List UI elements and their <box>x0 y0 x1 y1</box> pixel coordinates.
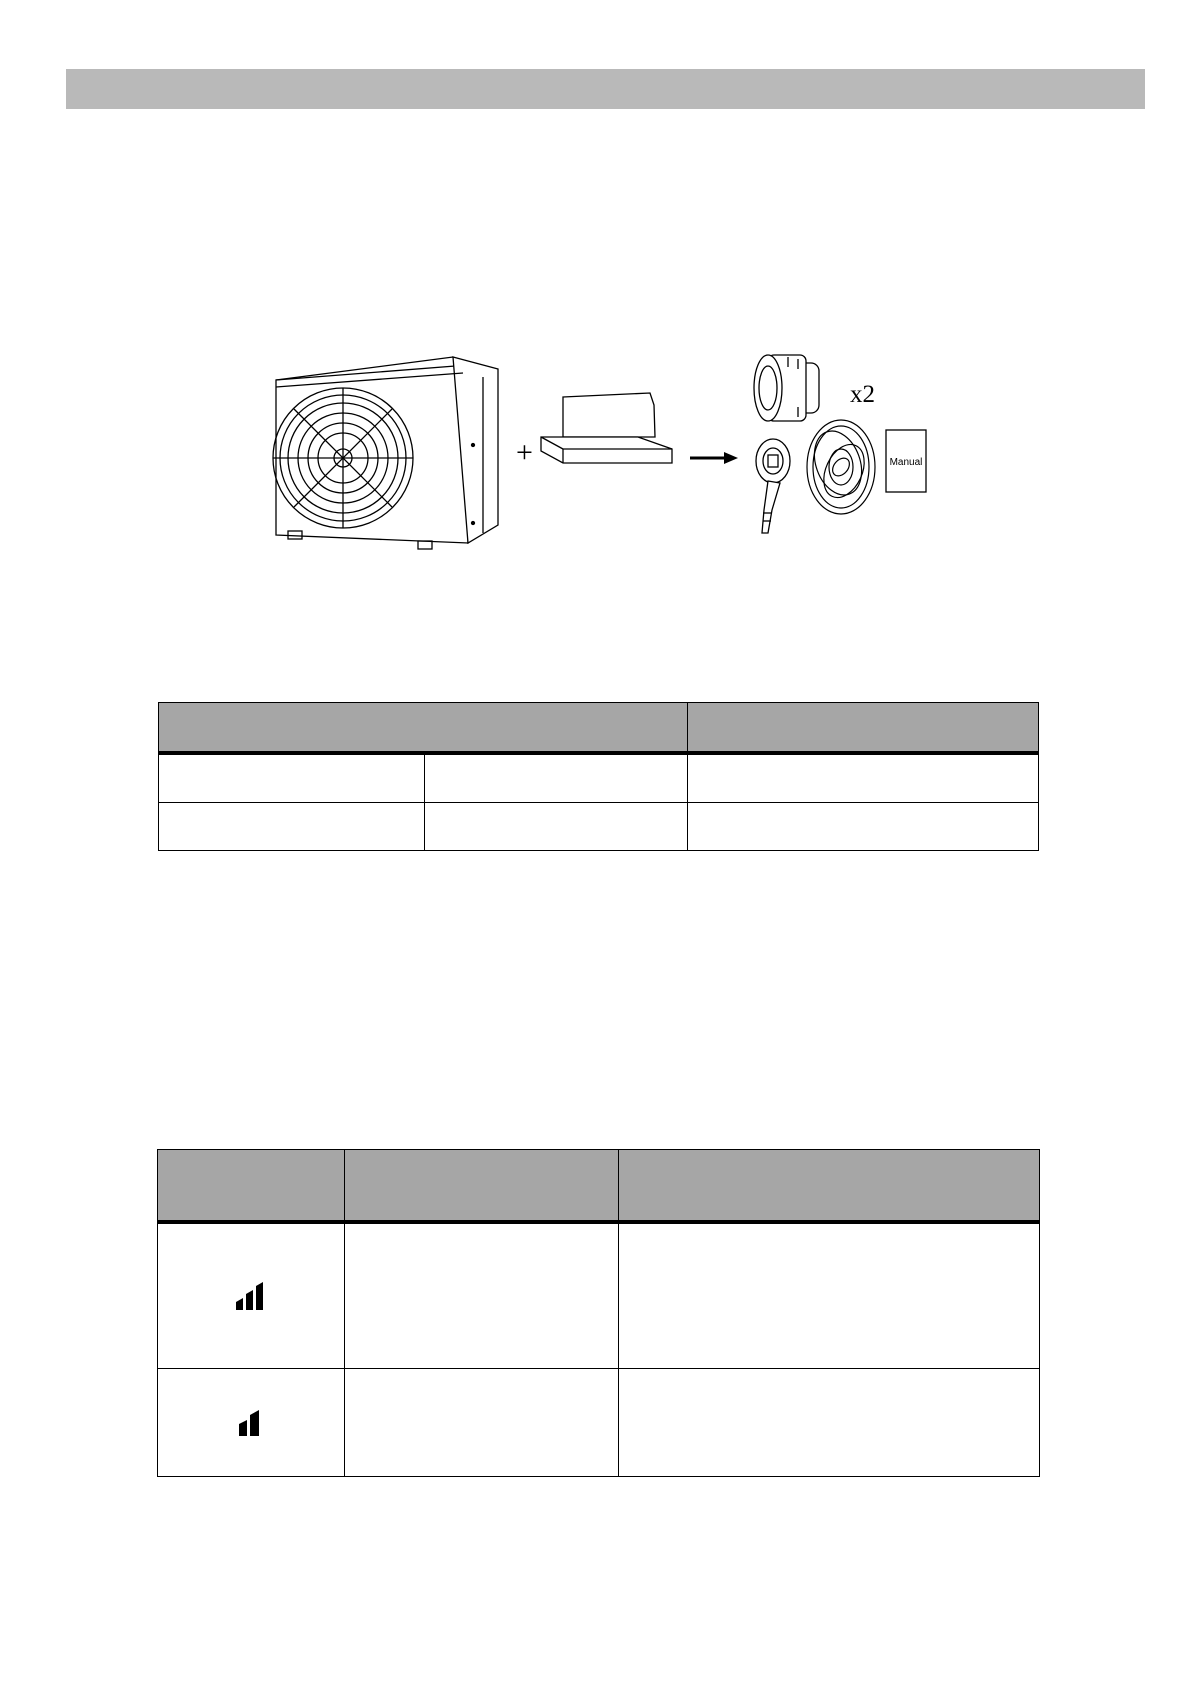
table-row <box>158 1369 1040 1477</box>
table-cell <box>688 803 1039 851</box>
speed-table-header <box>158 1150 1040 1223</box>
table-cell <box>425 803 688 851</box>
package-header-cell <box>159 703 688 754</box>
packaging-box-icon <box>541 393 672 463</box>
header-cell <box>345 1150 619 1223</box>
section-header-bar <box>66 69 1145 109</box>
table-row <box>158 1222 1040 1369</box>
table-cell <box>159 803 425 851</box>
table-cell <box>619 1222 1040 1369</box>
header-cell <box>619 1150 1040 1223</box>
manual-booklet-icon <box>886 430 926 492</box>
header-cell <box>158 1150 345 1223</box>
drain-connector-icon <box>756 439 790 533</box>
package-table <box>158 702 1039 851</box>
manual-label: Manual <box>889 457 923 468</box>
table-cell <box>159 753 425 803</box>
package-table-header <box>159 703 1039 754</box>
speed-mode-table <box>157 1149 1040 1477</box>
heat-pump-unit-icon <box>273 357 498 549</box>
pipe-union-icon <box>754 355 819 421</box>
icon-cell <box>158 1222 345 1369</box>
signal-three-bars-icon <box>236 1282 266 1310</box>
signal-two-bars-icon <box>239 1410 263 1436</box>
table-cell <box>619 1369 1040 1477</box>
table-row <box>159 803 1039 851</box>
table-row <box>159 753 1039 803</box>
package-header-cell <box>688 703 1039 754</box>
table-cell <box>345 1369 619 1477</box>
plus-sign: + <box>516 436 533 469</box>
table-cell <box>345 1222 619 1369</box>
package-contents-illustration <box>258 345 938 555</box>
table-cell <box>425 753 688 803</box>
drain-hose-icon <box>806 420 875 514</box>
arrow-right-icon <box>690 452 738 464</box>
quantity-label: x2 <box>850 381 875 408</box>
table-cell <box>688 753 1039 803</box>
icon-cell <box>158 1369 345 1477</box>
